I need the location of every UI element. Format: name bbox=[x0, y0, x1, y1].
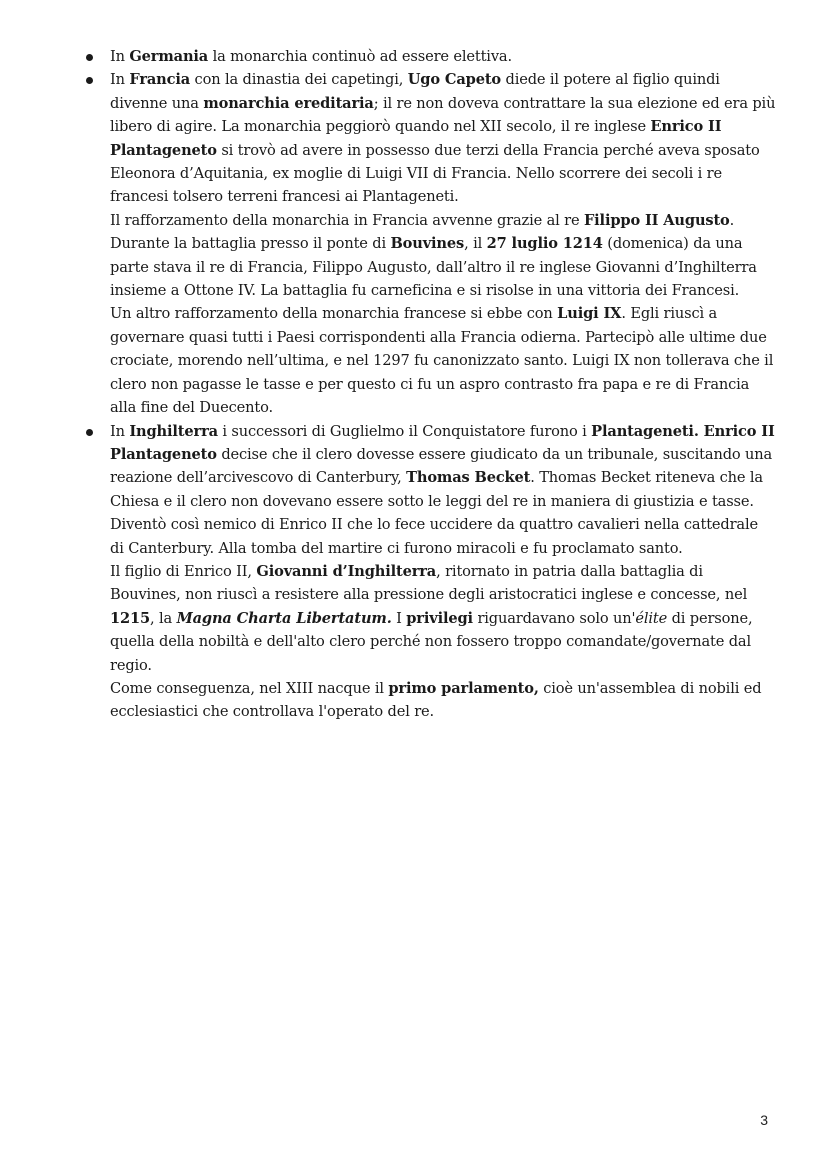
paragraph: In Inghilterra i successori di Guglielmo il Conquistatore furono i Plantageneti. Enrico II Plantageneto decise che il clero dovesse essere giudicato da un tribunale, suscitando una reazione dell’arcivescovo di Canterbury, Thomas Becket. Thomas Becket riteneva che la Chiesa e il clero non dovevano essere sotto le leggi del re in maniera di giustizia e tasse. Diventò così nemico di Enrico II che lo fece uccidere da quattro cavalieri nella cattedrale di Canterbury. Alla tomba del martire ci furono miracoli e fu proclamato santo. bbox=[110, 422, 775, 557]
document-body bbox=[86, 45, 776, 724]
page-number: 3 bbox=[760, 1112, 768, 1128]
bold-term: 1215 bbox=[110, 609, 151, 627]
paragraph: Il rafforzamento della monarchia in Francia avvenne grazie al re Filippo II Augusto. Durante la battaglia presso il ponte di Bouvines, il 27 luglio 1214 (domenica) da una parte stava il re di Francia, Filippo Augusto, dall’altro il re inglese Giovanni d’Inghilterra insieme a Ottone IV. La battaglia fu carneficina e si risolse in una vittoria dei Francesi. bbox=[110, 211, 757, 300]
bold-term: Giovanni d’Inghilterra bbox=[256, 562, 437, 580]
paragraph: Come conseguenza, nel XIII nacque il primo parlamento, cioè un'assemblea di nobili ed ecclesiastici che controllava l'operato del re. bbox=[110, 679, 762, 721]
bold-term: Bouvines bbox=[390, 235, 465, 253]
bold-term: Plantageneti. Enrico II Plantageneto bbox=[110, 422, 775, 463]
bold-term: Luigi IX bbox=[557, 305, 622, 323]
bold-term: Inghilterra bbox=[129, 422, 218, 440]
paragraph: In Germania la monarchia continuò ad essere elettiva. bbox=[110, 48, 512, 65]
bold-term: Filippo II Augusto bbox=[583, 211, 730, 229]
paragraph: In Francia con la dinastia dei capetingi, Ugo Capeto diede il potere al figlio quindi divenne una monarchia ereditaria; il re non doveva contrattare la sua elezione ed era più libero di agire. La monarchia peggiorò quando nel XII secolo, il re inglese Enrico II Plantageneto si trovò ad avere in possesso due terzi della Francia perché aveva sposato Eleonora d’Aquitania, ex moglie di Luigi VII di Francia. Nello scorrere dei secoli i re francesi tolsero terreni francesi ai Plantageneti. bbox=[110, 71, 776, 206]
bold-term: Ugo Capeto bbox=[407, 71, 502, 89]
paragraph: Un altro rafforzamento della monarchia francese si ebbe con Luigi IX. Egli riuscì a governare quasi tutti i Paesi corrispondenti alla Francia odierna. Partecipò alle ultime due crociate, morendo nell’ultima, e nel 1297 fu canonizzato santo. Luigi IX non tollerava che il clero non pagasse le tasse e per questo ci fu un aspro contrasto fra papa e re di Francia alla fine del Duecento. bbox=[110, 305, 774, 417]
bullet-dot-icon bbox=[86, 77, 93, 84]
bullet-item-inghilterra bbox=[86, 420, 776, 724]
bullet-list bbox=[86, 45, 776, 724]
bold-term: Francia bbox=[129, 71, 191, 89]
bold-term: Germania bbox=[129, 48, 209, 65]
bold-term: privilegi bbox=[406, 609, 473, 627]
bold-italic-term: Magna Charta Libertatum. bbox=[176, 609, 392, 627]
bold-term: primo parlamento, bbox=[388, 679, 539, 697]
bold-term: 27 luglio 1214 bbox=[486, 235, 603, 253]
bold-term: Thomas Becket bbox=[406, 469, 531, 487]
bullet-item-francia bbox=[86, 68, 776, 419]
bullet-dot-icon bbox=[86, 54, 93, 61]
italic-term: élite bbox=[635, 609, 668, 627]
bold-term: Enrico II Plantageneto bbox=[110, 118, 722, 159]
bullet-item-germania bbox=[86, 45, 776, 68]
bold-term: monarchia ereditaria bbox=[203, 94, 374, 112]
paragraph: Il figlio di Enrico II, Giovanni d’Inghilterra, ritornato in patria dalla battaglia di Bouvines, non riuscì a resistere alla pressione degli aristocratici inglese e concesse, nel 1215, la Magna Charta Libertatum. I privilegi riguardavano solo un'élite di persone, quella della nobiltà e dell'alto clero perché non fossero troppo comandate/governate dal regio. bbox=[110, 562, 753, 674]
bullet-dot-icon bbox=[86, 429, 93, 436]
